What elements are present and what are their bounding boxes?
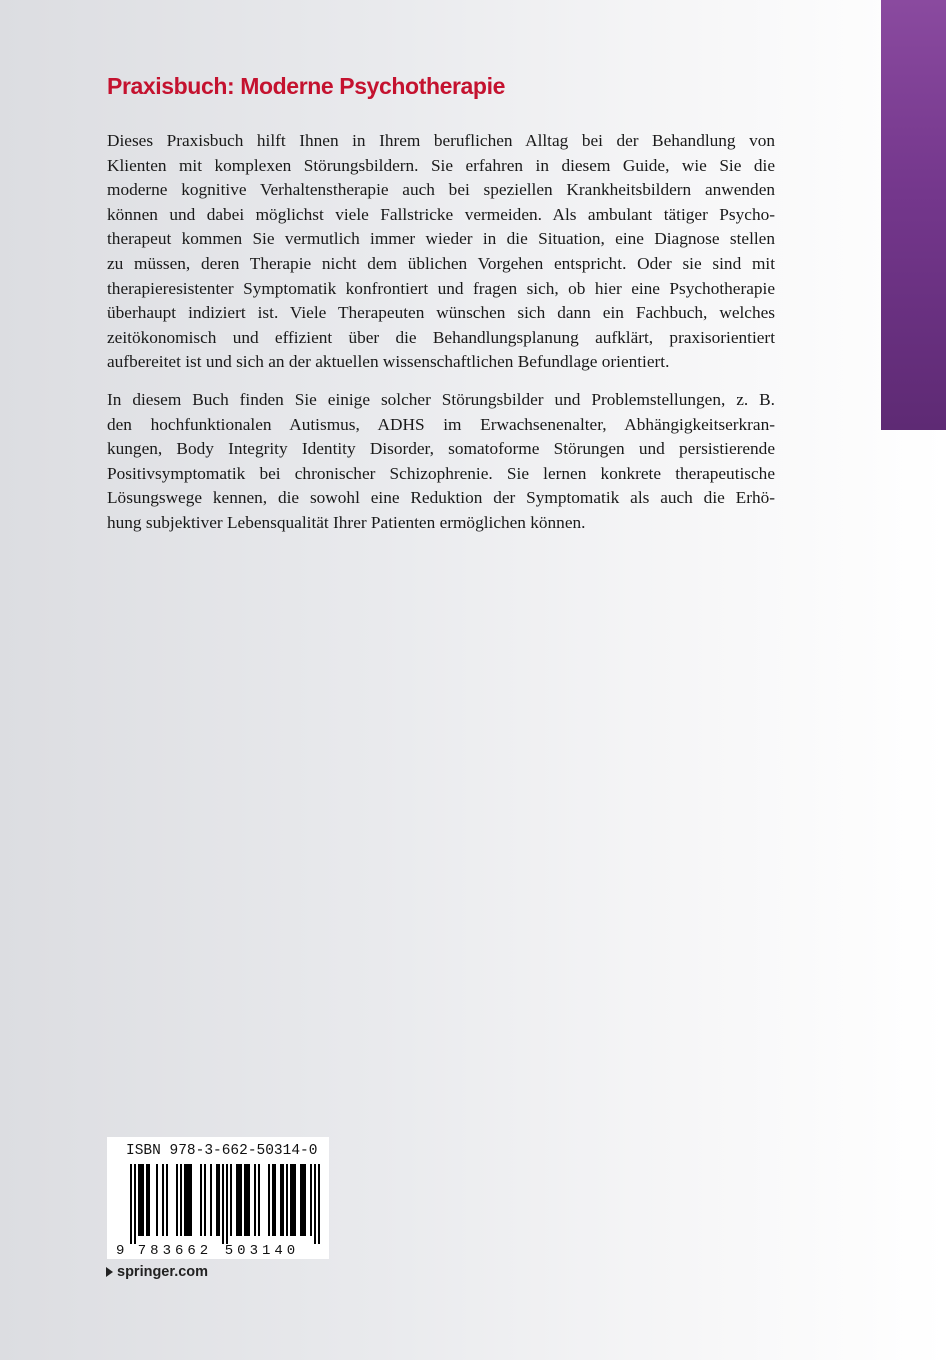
barcode-bars	[130, 1164, 320, 1244]
barcode-bar	[188, 1164, 190, 1236]
barcode-bar	[230, 1164, 232, 1236]
barcode-bar	[200, 1164, 202, 1236]
barcode-bar	[310, 1164, 312, 1236]
paragraph-gap	[107, 375, 775, 388]
barcode-bar	[142, 1164, 144, 1236]
barcode-guard-bar	[318, 1164, 320, 1244]
paragraph-2	[107, 388, 775, 536]
text-line: können und dabei möglichst viele Fallstricke vermeiden. Als ambulant tätiger Psycho-	[107, 204, 775, 224]
barcode-bar	[290, 1164, 292, 1236]
text-line: therapieresistenter Symptomatik konfrontiert und fragen sich, ob hier eine Psychotherapie	[107, 278, 775, 298]
barcode-bar	[138, 1164, 140, 1236]
barcode-bar	[176, 1164, 178, 1236]
barcode-bar	[272, 1164, 274, 1236]
barcode-bar	[218, 1164, 220, 1236]
text-line: Klienten mit komplexen Störungsbildern. Sie erfahren in diesem Guide, wie Sie die	[107, 155, 775, 175]
isbn-label: ISBN 978-3-662-50314-0	[126, 1143, 318, 1159]
text-line: zeitökonomisch und effizient über die Behandlungsplanung aufklärt, praxisorientiert	[107, 327, 775, 347]
arrow-right-icon	[106, 1267, 113, 1277]
text-line: therapeut kommen Sie vermutlich immer wieder in die Situation, eine Diagnose stellen	[107, 229, 775, 249]
barcode-guard-bar	[130, 1164, 132, 1244]
blurb	[107, 129, 775, 536]
barcode-bar	[166, 1164, 168, 1236]
publisher-link-text[interactable]: springer.com	[117, 1264, 209, 1280]
barcode-bar	[248, 1164, 250, 1236]
barcode-guard-bar	[314, 1164, 316, 1244]
barcode-bar	[210, 1164, 212, 1236]
barcode-bar	[216, 1164, 218, 1236]
text-line: Dieses Praxisbuch hilft Ihnen in Ihrem beruflichen Alltag bei der Behandlung von	[107, 131, 775, 150]
barcode-bar	[204, 1164, 206, 1236]
publisher-link[interactable]	[106, 1264, 208, 1280]
barcode-bar	[300, 1164, 302, 1236]
barcode-bar	[236, 1164, 238, 1236]
text-line: In diesem Buch finden Sie einige solcher Störungsbilder und Problemstellungen, z. B.	[107, 389, 775, 409]
barcode-first-digit: 9	[116, 1243, 125, 1259]
barcode-bar	[180, 1164, 182, 1236]
barcode-bar	[280, 1164, 282, 1236]
barcode-bar	[190, 1164, 192, 1236]
barcode-bar	[274, 1164, 276, 1236]
barcode-bar	[140, 1164, 142, 1236]
text-line: aufbereitet ist und sich an der aktuellen wissenschaftlichen Befundlage orientiert.	[107, 352, 670, 372]
text-line: hung subjektiver Lebensqualität Ihrer Patienten ermöglichen können.	[107, 512, 586, 532]
barcode-bar	[186, 1164, 188, 1236]
paragraph-1	[107, 129, 775, 375]
text-line: Positivsymptomatik bei chronischer Schizophrenie. Sie lernen konkrete therapeutische	[107, 463, 775, 483]
barcode-bar	[146, 1164, 148, 1236]
text-line: zu müssen, deren Therapie nicht dem üblichen Vorgehen entspricht. Oder sie sind mit	[107, 253, 775, 273]
barcode-bar	[246, 1164, 248, 1236]
text-line: den hochfunktionalen Autismus, ADHS im Erwachsenenalter, Abhängigkeitserkran-	[107, 414, 775, 434]
barcode-bar	[156, 1164, 158, 1236]
text-line: überhaupt indiziert ist. Viele Therapeuten wünschen sich dann ein Fachbuch, welches	[107, 303, 775, 323]
barcode-bar	[292, 1164, 294, 1236]
barcode-guard-bar	[226, 1164, 228, 1244]
barcode-guard-bar	[134, 1164, 136, 1244]
barcode-bar	[254, 1164, 256, 1236]
barcode-bar	[240, 1164, 242, 1236]
barcode-bar	[304, 1164, 306, 1236]
barcode-bar	[294, 1164, 296, 1236]
isbn-barcode-box	[107, 1137, 329, 1259]
text-line: kungen, Body Integrity Identity Disorder, somatoforme Störungen und persistierende	[107, 439, 775, 459]
barcode-bar	[148, 1164, 150, 1236]
barcode-bar	[238, 1164, 240, 1236]
barcode-bar	[302, 1164, 304, 1236]
text-line: Lösungswege kennen, die sowohl eine Reduktion der Symptomatik als auch die Erhö-	[107, 488, 775, 508]
barcode-bar	[162, 1164, 164, 1236]
barcode-left-digits: 783662	[137, 1243, 213, 1259]
barcode-bar	[286, 1164, 288, 1236]
barcode-bar	[282, 1164, 284, 1236]
barcode-guard-bar	[222, 1164, 224, 1244]
text-line: moderne kognitive Verhaltenstherapie auch bei speziellen Krankheitsbildern anwenden	[107, 180, 775, 200]
barcode-bar	[184, 1164, 186, 1236]
purple-accent-band	[881, 0, 946, 430]
barcode-bar	[258, 1164, 260, 1236]
barcode-right-digits: 503140	[224, 1243, 300, 1259]
page-title: Praxisbuch: Moderne Psychotherapie	[107, 73, 505, 99]
barcode-bar	[244, 1164, 246, 1236]
barcode-bar	[268, 1164, 270, 1236]
